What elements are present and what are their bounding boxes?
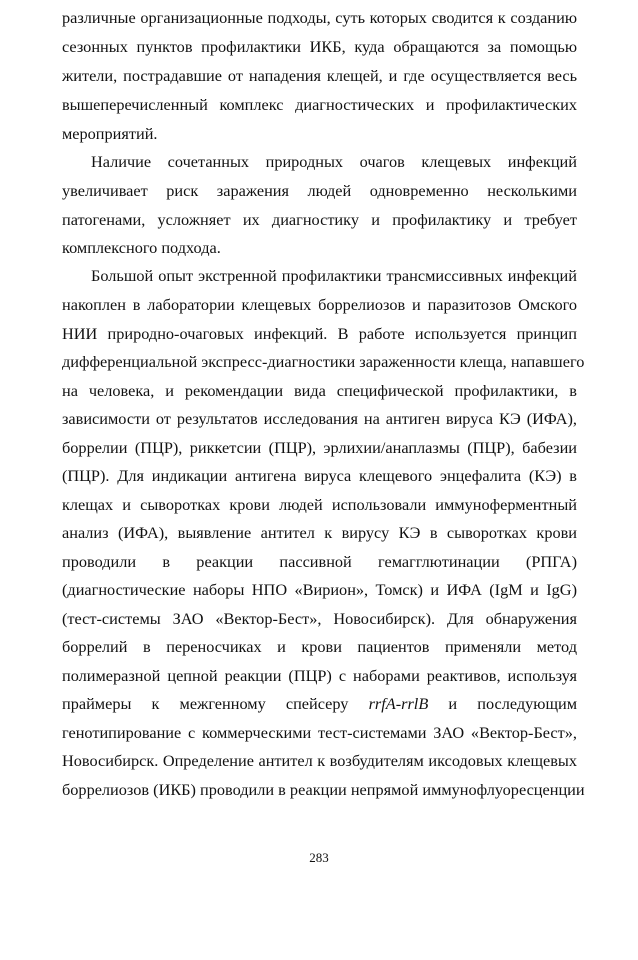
text-line: на человека, и рекомендации вида специфической профилактики, в: [62, 381, 577, 400]
text-line: жители, пострадавшие от нападения клещей, и где осуществляется весь: [62, 66, 577, 85]
text-line: зависимости от результатов исследования на антиген вируса КЭ (ИФА),: [62, 409, 577, 428]
text-line: Новосибирск. Определение антител к возбудителям иксодовых клещевых: [62, 751, 577, 770]
text-line: дифференциальной экспресс-диагностики зараженности клеща, напавшего: [62, 352, 585, 371]
text-line: проводили в реакции пассивной гемагглютинации (РПГА): [62, 552, 577, 571]
text-line: праймеры к межгенному спейсеру rrfA-rrlB и последующим: [62, 694, 577, 713]
text-line: различные организационные подходы, суть которых сводится к созданию: [62, 8, 577, 27]
text-line: боррелий в переносчиках и крови пациентов применяли метод: [62, 637, 577, 656]
text-line: боррелии (ПЦР), риккетсии (ПЦР), эрлихии/анаплазмы (ПЦР), бабезии: [62, 438, 577, 457]
gene-spacer-term: rrfA-rrlB: [368, 694, 429, 713]
text-line: генотипирование с коммерческими тест-системами ЗАО «Вектор-Бест»,: [62, 723, 577, 742]
text-line: (ПЦР). Для индикации антигена вируса клещевого энцефалита (КЭ) в: [62, 466, 577, 485]
text-line: боррелиозов (ИКБ) проводили в реакции непрямой иммунофлуоресценции: [62, 780, 585, 799]
page-number: 283: [309, 850, 329, 865]
text-line: НИИ природно-очаговых инфекций. В работе используется принцип: [62, 324, 577, 343]
text-line: (диагностические наборы НПО «Вирион», Томск) и ИФА (IgM и IgG): [62, 580, 577, 599]
text-line: полимеразной цепной реакции (ПЦР) с наборами реактивов, используя: [62, 666, 577, 685]
text-line: Наличие сочетанных природных очагов клещевых инфекций: [91, 152, 577, 171]
text-line: клещах и сыворотках крови людей использовали иммуноферментный: [62, 495, 577, 514]
text-line: (тест-системы ЗАО «Вектор-Бест», Новосибирск). Для обнаружения: [62, 609, 577, 628]
text-line: мероприятий.: [62, 124, 158, 143]
text-line: увеличивает риск заражения людей одновременно несколькими: [62, 181, 577, 200]
text-line: сезонных пунктов профилактики ИКБ, куда обращаются за помощью: [62, 37, 577, 56]
text-line: вышеперечисленный комплекс диагностических и профилактических: [62, 95, 577, 114]
text-line: комплексного подхода.: [62, 238, 221, 257]
text-line: патогенами, усложняет их диагностику и профилактику и требует: [62, 210, 577, 229]
text-line: анализ (ИФА), выявление антител к вирусу КЭ в сыворотках крови: [62, 523, 577, 542]
text-line: Большой опыт экстренной профилактики трансмиссивных инфекций: [91, 266, 577, 285]
text-line: накоплен в лаборатории клещевых боррелиозов и паразитозов Омского: [62, 295, 577, 314]
